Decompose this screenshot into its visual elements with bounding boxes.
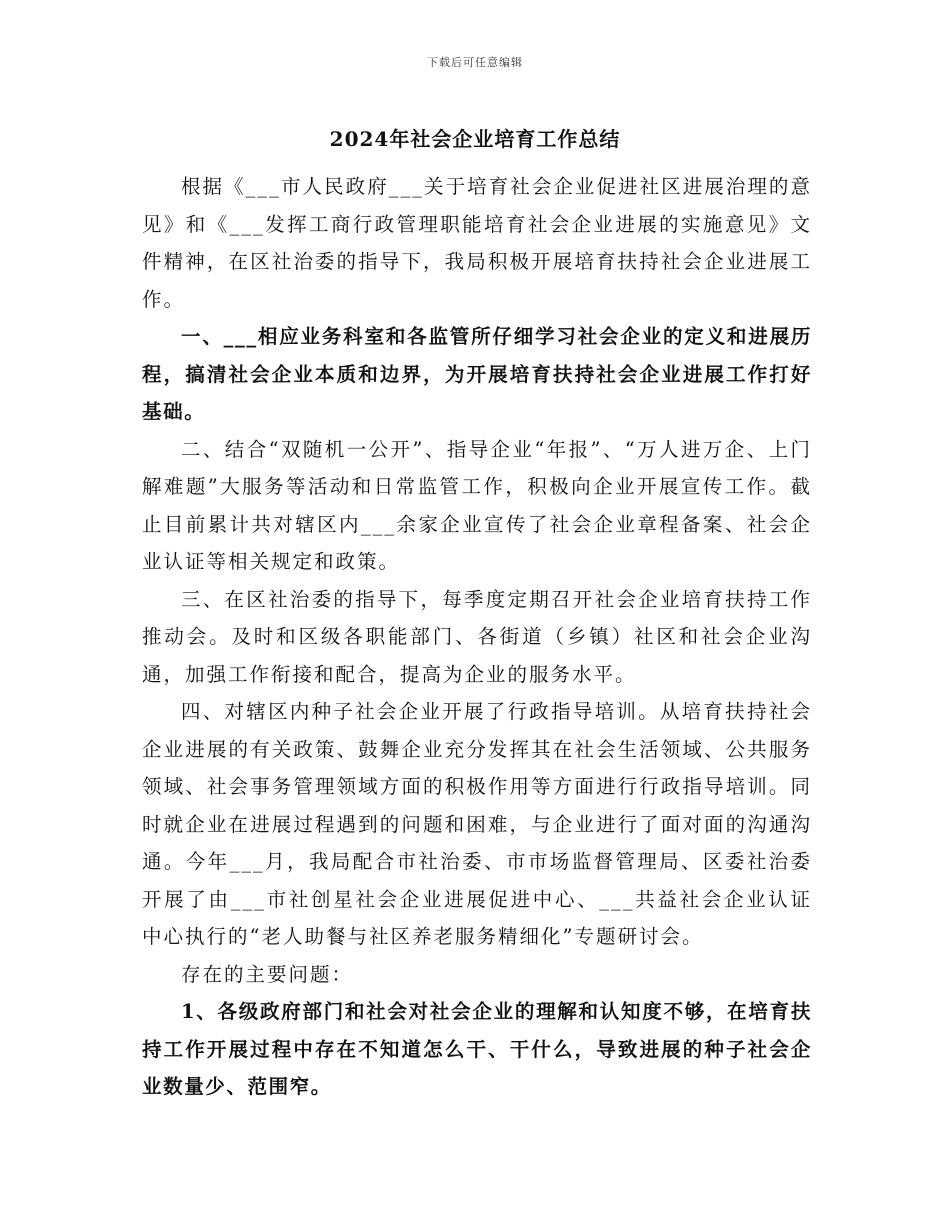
document-title: 2024年社会企业培育工作总结 [329,127,621,151]
paragraph-problem-1: 1、各级政府部门和社会对社会企业的理解和认知度不够，在培育扶持工作开展过程中存在不知道怎么干、干什么，导致进展的种子社会企业数量少、范围窄。 [142,1000,812,1098]
paragraph-problems-heading: 存在的主要问题： [181,962,354,986]
paragraph-section-4: 四、对辖区内种子社会企业开展了行政指导培训。从培育扶持社会企业进展的有关政策、鼓舞企业充分发挥其在社会生活领域、公共服务领域、社会事务管理领域方面的积极作用等方面进行行政指导培训。同时就企业在进展过程遇到的问题和困难，与企业进行了面对面的沟通沟通。今年___月，我局配合市社治委、市市场监督管理局、区委社治委开展了由___市社创星社会企业进展促进中心、___共益社会企业认证中心执行的“老人助餐与社区养老服务精细化”专题研讨会。 [142,700,812,948]
paragraph-section-2: 二、结合“双随机一公开”、指导企业“年报”、“万人进万企、上门解难题”大服务等活动和日常监管工作，积极向企业开展宣传工作。截止目前累计共对辖区内___余家企业宣传了社会企业章程备案、社会企业认证等相关规定和政策。 [142,437,812,573]
paragraph-section-1: 一、___相应业务科室和各监管所仔细学习社会企业的定义和进展历程，搞清社会企业本质和边界，为开展培育扶持社会企业进展工作打好基础。 [142,325,812,423]
document-body [142,168,812,1106]
paragraph-intro: 根据《___市人民政府___关于培育社会企业促进社区进展治理的意见》和《___发挥工商行政管理职能培育社会企业进展的实施意见》文件精神，在区社治委的指导下，我局积极开展培育扶持社会企业进展工作。 [142,175,812,311]
paragraph-section-3: 三、在区社治委的指导下，每季度定期召开社会企业培育扶持工作推动会。及时和区级各职能部门、各街道（乡镇）社区和社会企业沟通，加强工作衔接和配合，提高为企业的服务水平。 [142,587,812,686]
header-note: 下载后可任意编辑 [427,56,523,69]
